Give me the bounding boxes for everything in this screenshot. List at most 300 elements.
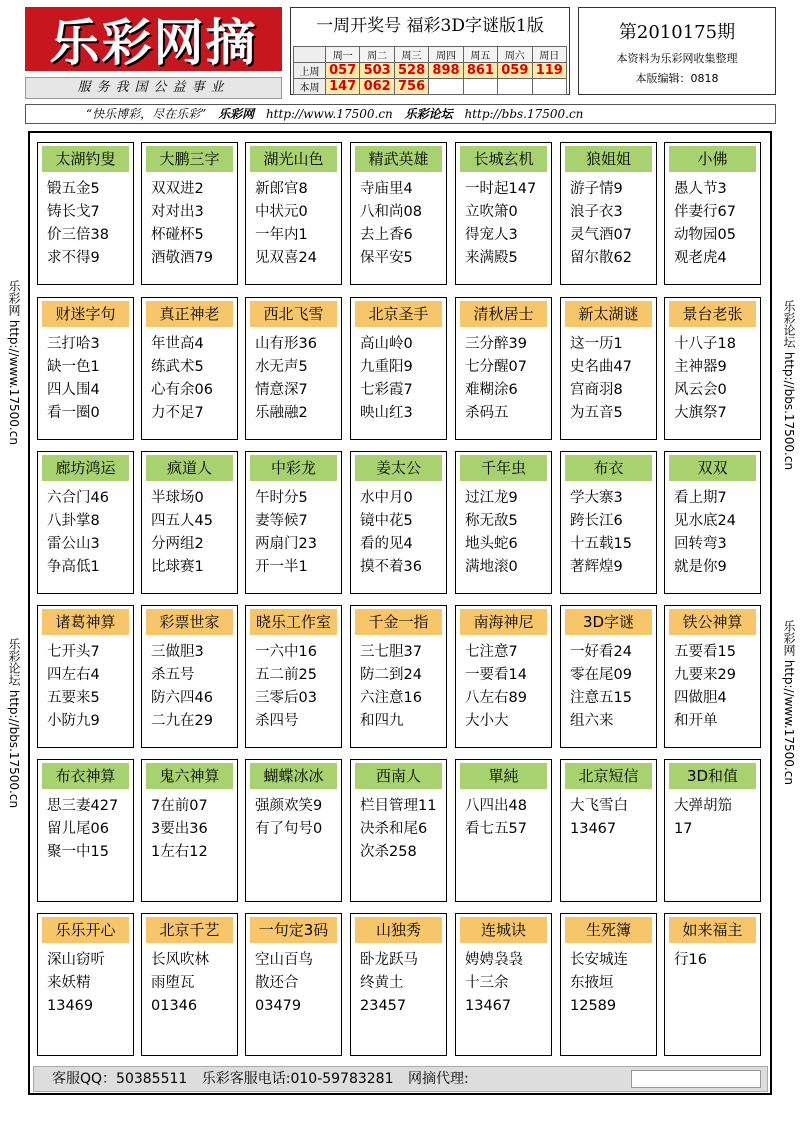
issue-box	[578, 7, 776, 95]
puzzle-line: 四五人45	[151, 513, 213, 529]
puzzle-line: 13469	[47, 998, 94, 1014]
puzzle-card	[141, 605, 238, 748]
puzzle-card-body	[665, 635, 760, 733]
draw-number: 059	[498, 63, 532, 79]
puzzle-card-body	[665, 789, 760, 841]
day-header: 周二	[360, 47, 394, 63]
puzzle-line: 灵气酒07	[570, 227, 632, 243]
puzzle-line: 五二前25	[255, 667, 317, 683]
puzzle-line: 酒敬酒79	[151, 250, 213, 266]
puzzle-line: 开一半1	[255, 559, 308, 575]
puzzle-card	[37, 297, 134, 440]
puzzle-card-body	[561, 635, 656, 733]
puzzle-card	[455, 142, 552, 285]
puzzle-line: 栏目管理11	[360, 798, 437, 814]
puzzle-card-body	[38, 635, 133, 733]
puzzle-line: 看七五57	[465, 821, 527, 837]
puzzle-line: 八左右89	[465, 690, 527, 706]
puzzle-line: 娉娉袅袅	[465, 952, 523, 968]
puzzle-line: 称无敌5	[465, 513, 518, 529]
puzzle-line: 就是你9	[674, 559, 727, 575]
puzzle-line: 三做胆3	[151, 644, 204, 660]
puzzle-line: 23457	[360, 998, 407, 1014]
puzzle-line: 杯碰杯5	[151, 227, 204, 243]
puzzle-card-title: 生死簿	[565, 917, 652, 943]
puzzle-line: 见水底24	[674, 513, 736, 529]
puzzle-line: 山有形36	[255, 336, 317, 352]
day-header: 周日	[532, 47, 566, 63]
puzzle-line: 五要看15	[674, 644, 736, 660]
logo-text: 乐彩网摘	[49, 14, 258, 72]
puzzle-line: 和四九	[360, 713, 404, 729]
puzzle-line: 雨堕瓦	[151, 975, 195, 991]
puzzle-card-body	[38, 481, 133, 579]
puzzle-card-title: 诸葛神算	[42, 609, 129, 635]
tagline	[25, 104, 776, 124]
puzzle-card-title: 太湖钓叟	[42, 146, 129, 172]
puzzle-line: 行16	[674, 952, 707, 968]
day-header: 周五	[463, 47, 497, 63]
puzzle-card	[350, 297, 447, 440]
puzzle-card-title: 彩票世家	[146, 609, 233, 635]
puzzle-line: 13467	[570, 821, 617, 837]
puzzle-line: 看的见4	[360, 536, 413, 552]
puzzle-card-body	[561, 789, 656, 841]
puzzle-card	[560, 142, 657, 285]
puzzle-card	[455, 605, 552, 748]
site-url[interactable]: http://www.17500.cn	[265, 107, 393, 121]
puzzle-card	[664, 759, 761, 902]
puzzle-card	[245, 605, 342, 748]
draw-number: 119	[532, 63, 566, 79]
day-header: 周四	[429, 47, 463, 63]
puzzle-card-body	[456, 789, 551, 841]
puzzle-line: 伴妻行67	[674, 204, 736, 220]
puzzle-line: 水中月0	[360, 490, 413, 506]
puzzle-line: 大小大	[465, 713, 509, 729]
puzzle-line: 缺一色1	[47, 359, 100, 375]
puzzle-line: 四做胆4	[674, 690, 727, 706]
puzzle-line: 六注意16	[360, 690, 422, 706]
draw-number: 528	[394, 63, 428, 79]
draw-number: 503	[360, 63, 394, 79]
puzzle-card-title: 疯道人	[146, 455, 233, 481]
day-header: 周一	[326, 47, 360, 63]
puzzle-line: 比球赛1	[151, 559, 204, 575]
puzzle-card-title: 真正神老	[146, 301, 233, 327]
puzzle-line: 这一历1	[570, 336, 623, 352]
puzzle-card	[245, 913, 342, 1056]
puzzle-line: 十三余	[465, 975, 509, 991]
puzzle-line: 思三妻427	[47, 798, 119, 814]
puzzle-line: 卧龙跃马	[360, 952, 418, 968]
puzzle-card	[141, 451, 238, 594]
puzzle-card-title: 铁公神算	[669, 609, 756, 635]
puzzle-card-title: 狼姐姐	[565, 146, 652, 172]
puzzle-line: 深山窃听	[47, 952, 105, 968]
puzzle-line: 愚人节3	[674, 181, 727, 197]
puzzle-line: 分两组2	[151, 536, 204, 552]
draw-number: 898	[429, 63, 463, 79]
puzzle-line: 摸不着36	[360, 559, 422, 575]
puzzle-line: 四人围4	[47, 382, 100, 398]
puzzle-card-body	[456, 635, 551, 733]
puzzle-card	[560, 605, 657, 748]
puzzle-line: 主神器9	[674, 359, 727, 375]
puzzle-line: 防六四46	[151, 690, 213, 706]
puzzle-line: 一年内1	[255, 227, 308, 243]
puzzle-line: 散还合	[255, 975, 299, 991]
puzzle-line: 一好看24	[570, 644, 632, 660]
puzzle-card-body	[351, 481, 446, 579]
puzzle-line: 学大寨3	[570, 490, 623, 506]
puzzle-card-body	[456, 943, 551, 1018]
puzzle-line: 难糊涂6	[465, 382, 518, 398]
puzzle-line: 13467	[465, 998, 512, 1014]
puzzle-card-body	[246, 789, 341, 841]
draw-number-empty	[498, 79, 532, 95]
puzzle-line: 游子情9	[570, 181, 623, 197]
issue-editor: 本版编辑：0818	[635, 72, 719, 85]
this-week-label: 本周	[294, 79, 326, 95]
puzzle-card	[350, 913, 447, 1056]
puzzle-card	[560, 913, 657, 1056]
puzzle-card-body	[142, 635, 237, 733]
puzzle-line: 回转弯3	[674, 536, 727, 552]
puzzle-line: 大弹胡笳	[674, 798, 732, 814]
puzzle-card-title: 姜太公	[355, 455, 442, 481]
day-header: 周六	[498, 47, 532, 63]
puzzle-line: 乐融融2	[255, 405, 308, 421]
puzzle-line: 空山百鸟	[255, 952, 313, 968]
puzzle-card-title: 西南人	[355, 763, 442, 789]
puzzle-card-body	[351, 172, 446, 270]
puzzle-line: 六合门46	[47, 490, 109, 506]
puzzle-card-body	[142, 481, 237, 579]
puzzle-card-title: 双双	[669, 455, 756, 481]
puzzle-card-body	[246, 481, 341, 579]
side-text-left-bottom: 乐彩论坛 http://bbs.17500.cn	[7, 638, 21, 809]
puzzle-card-body	[142, 327, 237, 425]
puzzle-card-title: 3D和值	[669, 763, 756, 789]
puzzle-line: 八四出48	[465, 798, 527, 814]
puzzle-card	[664, 142, 761, 285]
motto: 服务我国公益事业	[25, 77, 282, 99]
puzzle-card	[664, 297, 761, 440]
puzzle-card	[350, 451, 447, 594]
puzzle-card-title: 布衣神算	[42, 763, 129, 789]
puzzle-card-title: 如来福主	[669, 917, 756, 943]
puzzle-card-title: 千金一指	[355, 609, 442, 635]
puzzle-line: 东掖垣	[570, 975, 614, 991]
puzzle-line: 看上期7	[674, 490, 727, 506]
puzzle-card-body	[142, 172, 237, 270]
puzzle-line: 注意五15	[570, 690, 632, 706]
puzzle-line: 双双进2	[151, 181, 204, 197]
puzzle-card-body	[351, 789, 446, 864]
puzzle-line: 争高低1	[47, 559, 100, 575]
issue-number: 第2010175期	[618, 22, 736, 43]
puzzle-line: 高山岭0	[360, 336, 413, 352]
puzzle-line: 锻五金5	[47, 181, 100, 197]
puzzle-line: 九重阳9	[360, 359, 413, 375]
puzzle-line: 次杀258	[360, 844, 417, 860]
puzzle-card-title: 景台老张	[669, 301, 756, 327]
puzzle-card	[455, 759, 552, 902]
puzzle-card-title: 晓乐工作室	[250, 609, 337, 635]
puzzle-line: 17	[674, 821, 693, 837]
puzzle-card-title: 3D字谜	[565, 609, 652, 635]
puzzle-line: 铸长戈7	[47, 204, 100, 220]
puzzle-card	[245, 451, 342, 594]
footer-qq: 客服QQ：50385511	[52, 1071, 188, 1087]
puzzle-card-body	[38, 172, 133, 270]
puzzle-line: 大飞雪白	[570, 798, 628, 814]
puzzle-line: 宫商羽8	[570, 382, 623, 398]
puzzle-card-title: 精武英雄	[355, 146, 442, 172]
site-label: 乐彩网	[218, 107, 255, 121]
puzzle-card-body	[665, 943, 760, 972]
puzzle-card	[37, 605, 134, 748]
draw-title: 一周开奖号 福彩3D字谜版1版	[316, 16, 544, 36]
puzzle-line: 十八子18	[674, 336, 736, 352]
puzzle-line: 力不足7	[151, 405, 204, 421]
puzzle-line: 聚一中15	[47, 844, 109, 860]
puzzle-card-title: 乐乐开心	[42, 917, 129, 943]
puzzle-line: 12589	[570, 998, 617, 1014]
puzzle-card-title: 清秋居士	[460, 301, 547, 327]
puzzle-line: 三零后03	[255, 690, 317, 706]
puzzle-card-body	[246, 635, 341, 733]
puzzle-card-title: 财迷字句	[42, 301, 129, 327]
puzzle-line: 三分醉39	[465, 336, 527, 352]
puzzle-line: 长安城连	[570, 952, 628, 968]
puzzle-card-body	[561, 943, 656, 1018]
puzzle-card-title: 山独秀	[355, 917, 442, 943]
puzzle-line: 零在尾09	[570, 667, 632, 683]
puzzle-card	[350, 759, 447, 902]
puzzle-card	[141, 297, 238, 440]
puzzle-card-title: 千年虫	[460, 455, 547, 481]
puzzle-line: 中状元0	[255, 204, 308, 220]
puzzle-card-body	[142, 943, 237, 1018]
puzzle-line: 镜中花5	[360, 513, 413, 529]
draw-number: 861	[463, 63, 497, 79]
puzzle-line: 01346	[151, 998, 198, 1014]
puzzle-card	[37, 759, 134, 902]
puzzle-card-title: 西北飞雪	[250, 301, 337, 327]
puzzle-card	[245, 759, 342, 902]
side-text-right-bottom: 乐彩网 http://www.17500.cn	[782, 620, 796, 785]
puzzle-card	[141, 142, 238, 285]
last-week-label: 上周	[294, 63, 326, 79]
footer	[33, 1066, 768, 1092]
puzzle-card	[560, 451, 657, 594]
puzzle-line: 杀四号	[255, 713, 299, 729]
puzzle-line: 去上香6	[360, 227, 413, 243]
puzzle-card	[37, 451, 134, 594]
logo-block	[25, 7, 282, 97]
puzzle-line: 七注意7	[465, 644, 518, 660]
puzzle-card-title: 大鹏三字	[146, 146, 233, 172]
puzzle-line: 和开单	[674, 713, 718, 729]
puzzle-line: 价三倍38	[47, 227, 109, 243]
puzzle-card-title: 新太湖谜	[565, 301, 652, 327]
puzzle-line: 雷公山3	[47, 536, 100, 552]
puzzle-card-title: 蝴蝶冰冰	[250, 763, 337, 789]
puzzle-line: 练武术5	[151, 359, 204, 375]
puzzle-card	[455, 913, 552, 1056]
puzzle-card-body	[665, 327, 760, 425]
puzzle-line: 著辉煌9	[570, 559, 623, 575]
draw-number: 057	[326, 63, 360, 79]
puzzle-line: 浪子衣3	[570, 204, 623, 220]
draw-number-empty	[532, 79, 566, 95]
puzzle-line: 看一圈0	[47, 405, 100, 421]
puzzle-card-body	[456, 481, 551, 579]
puzzle-card-title: 鬼六神算	[146, 763, 233, 789]
puzzle-line: 留尔散62	[570, 250, 632, 266]
puzzle-card	[245, 297, 342, 440]
puzzle-line: 映山红3	[360, 405, 413, 421]
puzzle-card-title: 北京短信	[565, 763, 652, 789]
puzzle-card	[141, 759, 238, 902]
puzzle-line: 午时分5	[255, 490, 308, 506]
puzzle-card-body	[351, 635, 446, 733]
puzzle-line: 跨长江6	[570, 513, 623, 529]
puzzle-line: 一六中16	[255, 644, 317, 660]
puzzle-card	[560, 759, 657, 902]
puzzle-line: 九要来29	[674, 667, 736, 683]
puzzle-line: 三七胆37	[360, 644, 422, 660]
puzzle-card-body	[456, 172, 551, 270]
puzzle-line: 两扇门23	[255, 536, 317, 552]
puzzle-line: 1左右12	[151, 844, 208, 860]
puzzle-line: 大旗祭7	[674, 405, 727, 421]
puzzle-card-body	[38, 943, 133, 1018]
draw-number-empty	[463, 79, 497, 95]
puzzle-line: 水无声5	[255, 359, 308, 375]
puzzle-line: 决杀和尾6	[360, 821, 428, 837]
puzzle-card-body	[351, 327, 446, 425]
puzzle-line: 寺庙里4	[360, 181, 413, 197]
puzzle-line: 地头蛇6	[465, 536, 518, 552]
puzzle-card	[245, 142, 342, 285]
puzzle-line: 观老虎4	[674, 250, 727, 266]
puzzle-card-body	[142, 789, 237, 864]
puzzle-line: 组六来	[570, 713, 614, 729]
tagline-quote: “快乐博彩，尽在乐彩”	[86, 107, 207, 121]
puzzle-card-body	[351, 943, 446, 1018]
puzzle-line: 为五音5	[570, 405, 623, 421]
puzzle-card-title: 小佛	[669, 146, 756, 172]
puzzle-line: 有了句号0	[255, 821, 323, 837]
puzzle-card-body	[246, 943, 341, 1018]
puzzle-line: 七分醒07	[465, 359, 527, 375]
draw-results-box	[290, 7, 570, 95]
puzzle-card	[664, 451, 761, 594]
puzzle-line: 3要出36	[151, 821, 208, 837]
puzzle-line: 八和尚08	[360, 204, 422, 220]
puzzle-card	[350, 142, 447, 285]
puzzle-card	[455, 297, 552, 440]
puzzle-line: 小防九9	[47, 713, 100, 729]
puzzle-line: 四左右4	[47, 667, 100, 683]
puzzle-line: 三打哈3	[47, 336, 100, 352]
puzzle-card-title: 北京圣手	[355, 301, 442, 327]
puzzle-card-body	[561, 327, 656, 425]
puzzle-line: 十五载15	[570, 536, 632, 552]
puzzle-card-body	[665, 481, 760, 579]
puzzle-card-body	[246, 327, 341, 425]
puzzle-line: 半球场0	[151, 490, 204, 506]
puzzle-line: 二九在29	[151, 713, 213, 729]
puzzle-line: 留儿尾06	[47, 821, 109, 837]
puzzle-line: 杀五号	[151, 667, 195, 683]
puzzle-line: 对对出3	[151, 204, 204, 220]
puzzle-card-body	[38, 789, 133, 864]
puzzle-line: 年世高4	[151, 336, 204, 352]
puzzle-line: 求不得9	[47, 250, 100, 266]
puzzle-line: 得宠人3	[465, 227, 518, 243]
puzzle-card	[560, 297, 657, 440]
puzzle-line: 一要看14	[465, 667, 527, 683]
puzzle-line: 风云会0	[674, 382, 727, 398]
puzzle-line: 杀码五	[465, 405, 509, 421]
puzzle-card	[455, 451, 552, 594]
puzzle-card-title: 單純	[460, 763, 547, 789]
puzzle-card-body	[665, 172, 760, 270]
forum-label: 乐彩论坛	[404, 107, 453, 121]
puzzle-line: 来满殿5	[465, 250, 518, 266]
puzzle-line: 长风吹林	[151, 952, 209, 968]
puzzle-card-body	[246, 172, 341, 270]
puzzle-line: 八卦掌8	[47, 513, 100, 529]
puzzle-line: 新郎官8	[255, 181, 308, 197]
puzzle-line: 妻等候7	[255, 513, 308, 529]
puzzle-card-title: 中彩龙	[250, 455, 337, 481]
puzzle-card	[350, 605, 447, 748]
puzzle-card-body	[561, 481, 656, 579]
puzzle-line: 一时起147	[465, 181, 537, 197]
footer-phone: 乐彩客服电话:010-59783281	[201, 1071, 394, 1087]
puzzle-card-title: 北京千艺	[146, 917, 233, 943]
puzzle-line: 立吹箫0	[465, 204, 518, 220]
puzzle-card-body	[561, 172, 656, 270]
puzzle-line: 保平安5	[360, 250, 413, 266]
draw-number: 756	[394, 79, 428, 95]
puzzle-line: 史名曲47	[570, 359, 632, 375]
puzzle-card	[37, 142, 134, 285]
puzzle-line: 防二到24	[360, 667, 422, 683]
puzzle-line: 七彩霞7	[360, 382, 413, 398]
puzzle-line: 7在前07	[151, 798, 208, 814]
issue-note: 本资料为乐彩网收集整理	[616, 52, 738, 65]
logo	[25, 7, 282, 71]
puzzle-line: 情意深7	[255, 382, 308, 398]
puzzle-card-title: 南海神尼	[460, 609, 547, 635]
forum-url[interactable]: http://bbs.17500.cn	[464, 107, 584, 121]
puzzle-line: 心有余06	[151, 382, 213, 398]
puzzle-card	[664, 913, 761, 1056]
draw-number: 062	[360, 79, 394, 95]
agent-blank	[631, 1070, 761, 1088]
puzzle-line: 强颜欢笑9	[255, 798, 323, 814]
puzzle-card	[664, 605, 761, 748]
puzzle-line: 来妖精	[47, 975, 91, 991]
puzzle-card-title: 长城玄机	[460, 146, 547, 172]
puzzle-line: 满地滚0	[465, 559, 518, 575]
